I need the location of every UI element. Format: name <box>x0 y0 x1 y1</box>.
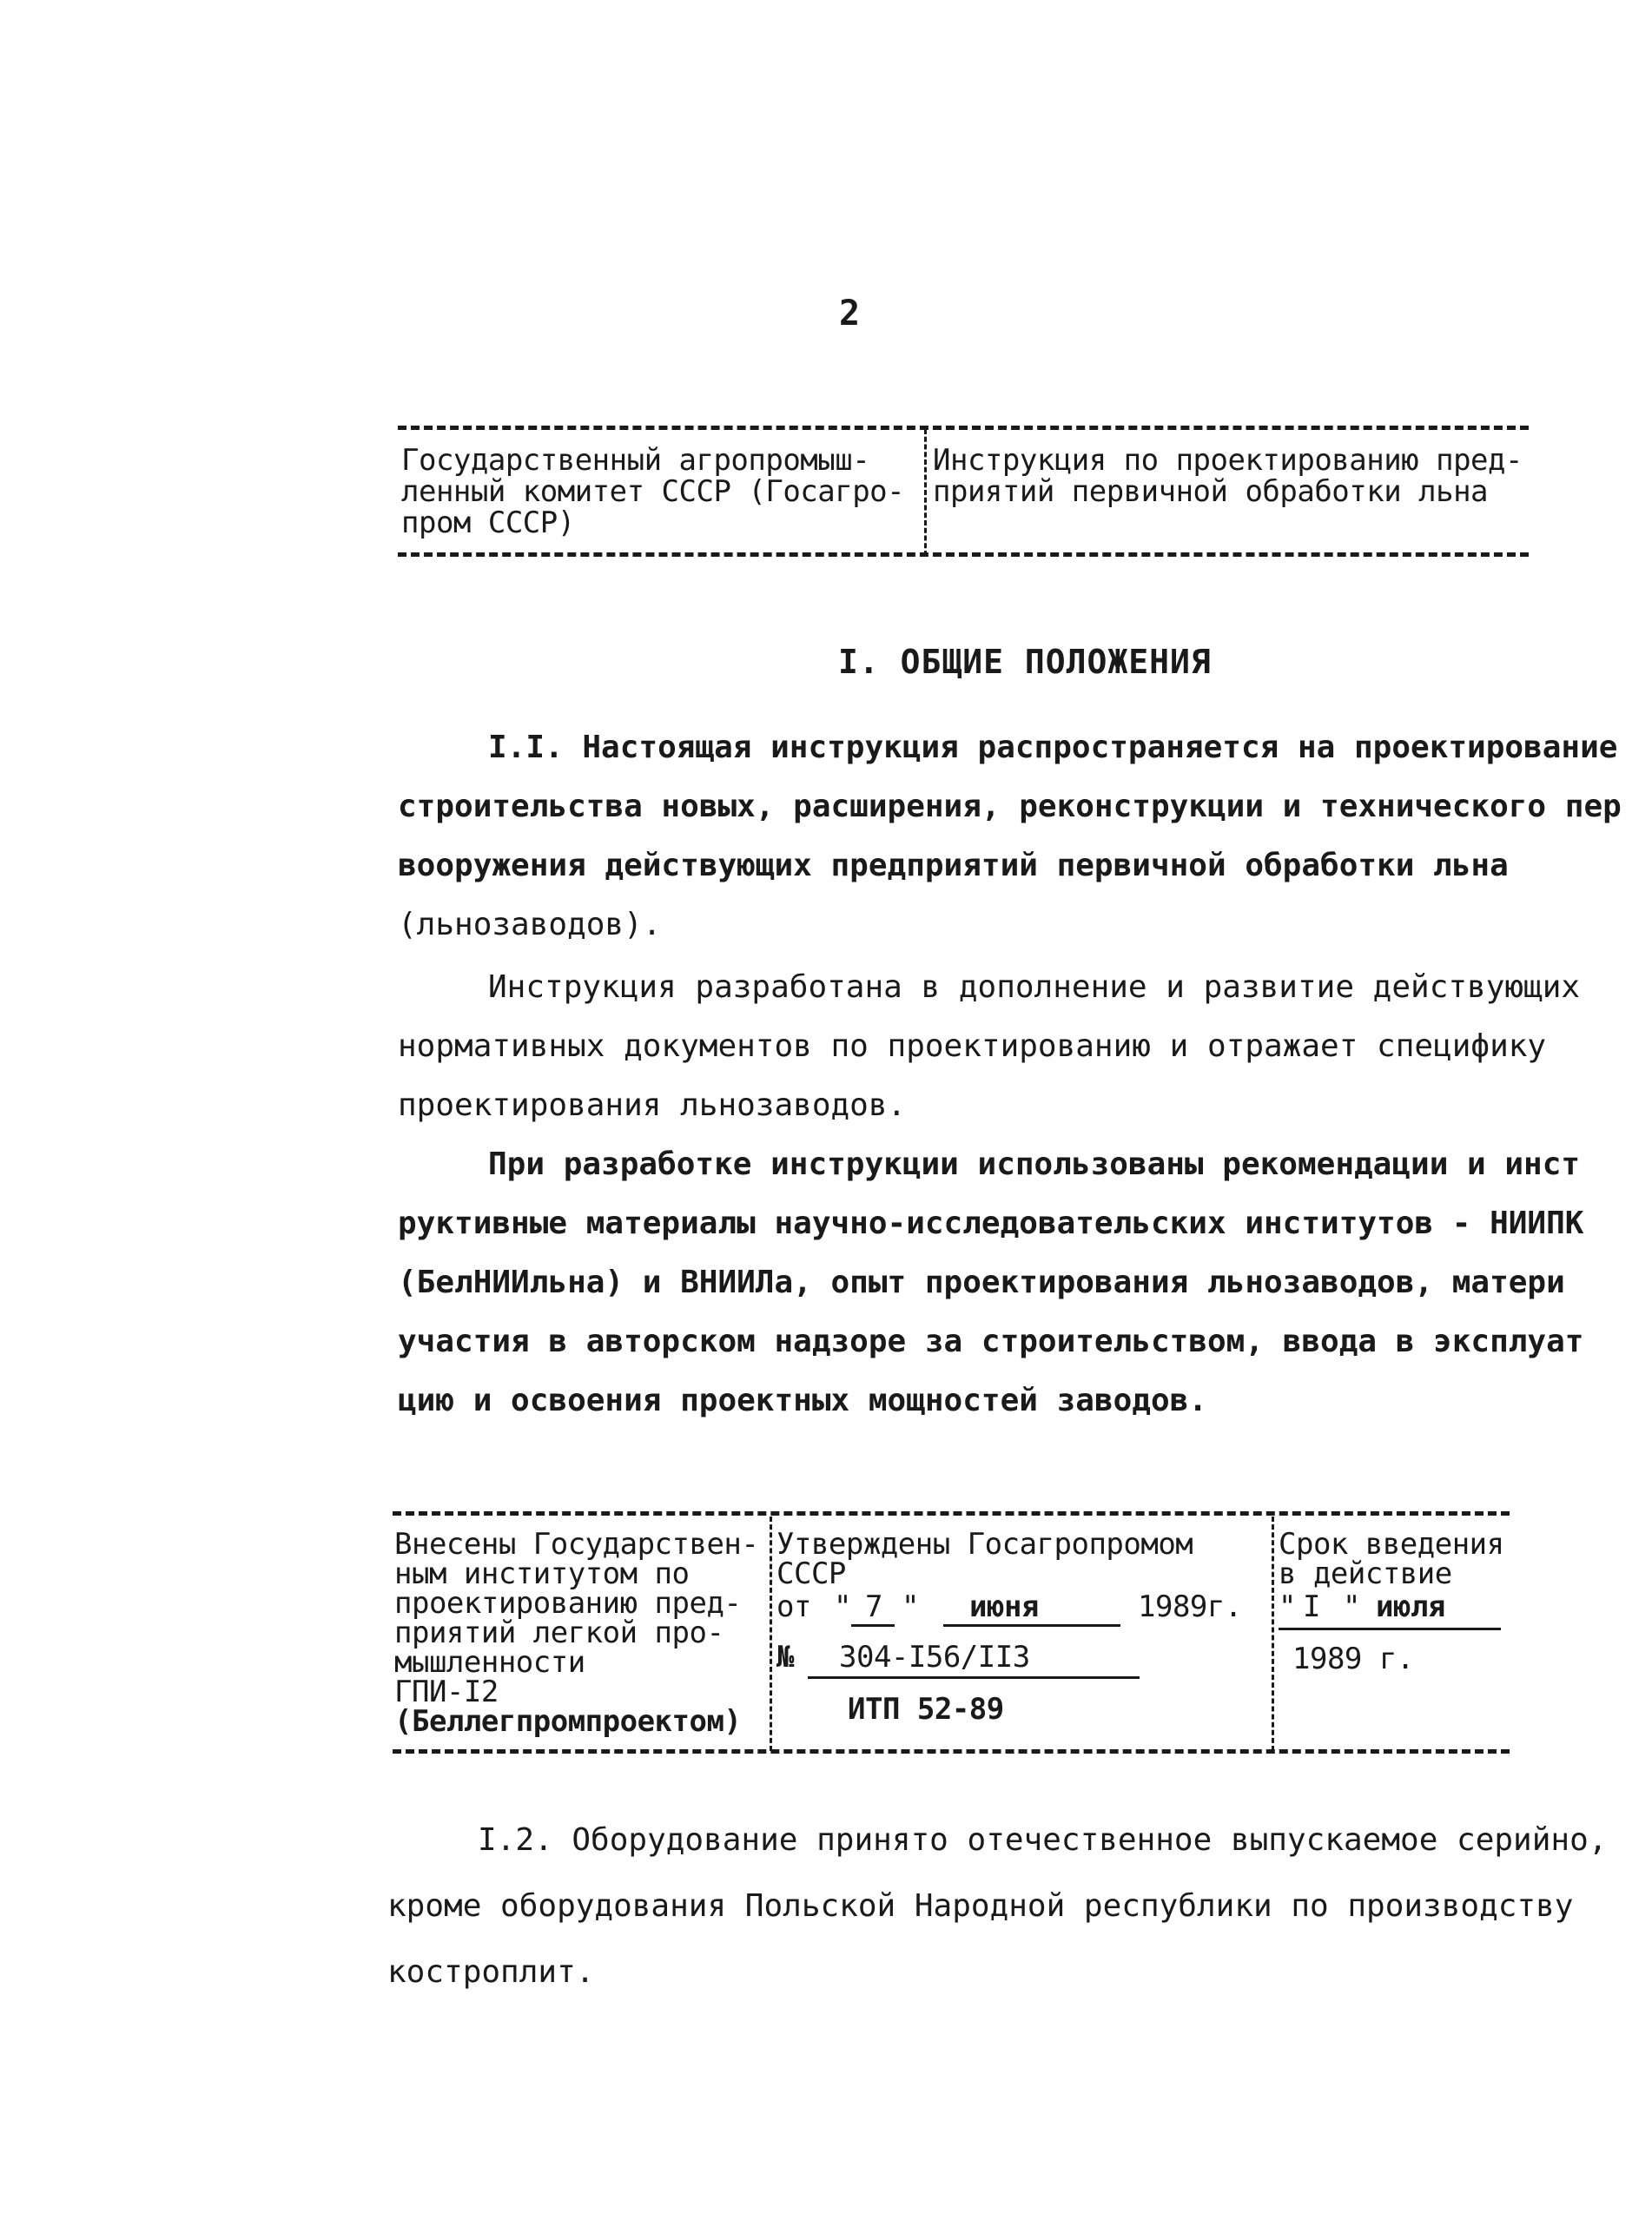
approved-year: 1989г. <box>1138 1589 1242 1624</box>
header-right-line-1: Инструкция по проектированию пред- <box>933 443 1523 478</box>
approval-table-divider-2 <box>1272 1516 1274 1751</box>
paragraph-line: (льнозаводов). <box>398 907 662 942</box>
submitted-line-6: ГПИ-I2 <box>394 1675 499 1709</box>
paragraph-line: нормативных документов по проектированию и отражает специфику <box>398 1028 1547 1064</box>
paragraph-line: вооружения действующих предприятий первичной обработки льна <box>398 848 1509 883</box>
submitted-line-7: (Беллегпромпроектом) <box>394 1704 742 1739</box>
approved-open-quote: " <box>834 1589 851 1624</box>
approved-line-1: Утверждены Госагропромом <box>776 1527 1193 1562</box>
approved-itp: ИТП 52-89 <box>848 1692 1004 1727</box>
approved-close-quote: " <box>902 1589 919 1624</box>
paragraph-line: костроплит. <box>387 1954 595 1990</box>
paragraph-line: I.I. Настоящая инструкция распространяется на проектирование <box>488 730 1618 765</box>
submitted-line-3: проектированию пред- <box>394 1586 742 1621</box>
effective-date-underline <box>1279 1628 1501 1630</box>
paragraph-line: I.2. Оборудование принято отечественное выпускаемое серийно, <box>478 1822 1608 1858</box>
paragraph-line: цию и освоения проектных мощностей заводов. <box>398 1383 1207 1418</box>
approval-table-divider-1 <box>770 1516 772 1751</box>
header-left-line-3: пром СССР) <box>401 505 575 540</box>
header-table-bottom-border <box>398 552 1529 557</box>
effective-line-1: Срок введения <box>1279 1527 1504 1562</box>
approved-day: 7 <box>865 1589 882 1624</box>
approval-table-top-border <box>393 1511 1510 1516</box>
page-number: 2 <box>839 294 861 334</box>
approved-number-underline <box>808 1676 1140 1679</box>
paragraph-line: кроме оборудования Польской Народной республики по производству <box>387 1888 1574 1924</box>
paragraph-line: проектирования льнозаводов. <box>398 1087 907 1123</box>
submitted-line-1: Внесены Государствен- <box>394 1527 759 1562</box>
approved-month: июня <box>969 1589 1039 1624</box>
approved-date-prefix: от <box>776 1589 811 1624</box>
approved-number-label: № <box>776 1640 794 1675</box>
header-left-line-2: ленный комитет СССР (Госагро- <box>401 474 905 509</box>
effective-open-quote: " <box>1279 1589 1296 1624</box>
approved-number: 304-I56/II3 <box>839 1640 1030 1675</box>
paragraph-line: Инструкция разработана в дополнение и развитие действующих <box>488 969 1581 1005</box>
approved-line-2: СССР <box>776 1556 846 1591</box>
submitted-line-4: приятий легкой про- <box>394 1616 724 1650</box>
approved-month-underline <box>943 1624 1120 1627</box>
effective-day: I <box>1303 1589 1320 1624</box>
effective-close-quote: " <box>1343 1589 1360 1624</box>
header-left-line-1: Государственный агропромыш- <box>401 443 870 478</box>
header-right-line-2: приятий первичной обработки льна <box>933 474 1489 509</box>
paragraph-line: При разработке инструкции использованы рекомендации и инст <box>488 1146 1581 1182</box>
header-table-divider <box>924 429 927 556</box>
paragraph-line: руктивные материалы научно-исследовательских институтов - НИИПК <box>398 1206 1584 1241</box>
approval-table-bottom-border <box>393 1749 1510 1754</box>
section-heading: I. ОБЩИЕ ПОЛОЖЕНИЯ <box>838 643 1212 681</box>
paragraph-line: строительства новых, расширения, реконструкции и технического пер <box>398 789 1622 824</box>
approved-day-underline <box>851 1624 895 1627</box>
submitted-line-2: ным институтом по <box>394 1556 690 1591</box>
paragraph-line: участия в авторском надзоре за строительством, ввода в эксплуат <box>398 1324 1584 1359</box>
paragraph-line: (БелНИИльна) и ВНИИЛа, опыт проектирования льнозаводов, матери <box>398 1265 1565 1300</box>
header-table-top-border <box>398 426 1529 430</box>
effective-month: июля <box>1376 1589 1445 1624</box>
effective-line-2: в действие <box>1279 1556 1452 1591</box>
submitted-line-5: мышленности <box>394 1645 585 1680</box>
effective-year: 1989 г. <box>1292 1642 1414 1676</box>
